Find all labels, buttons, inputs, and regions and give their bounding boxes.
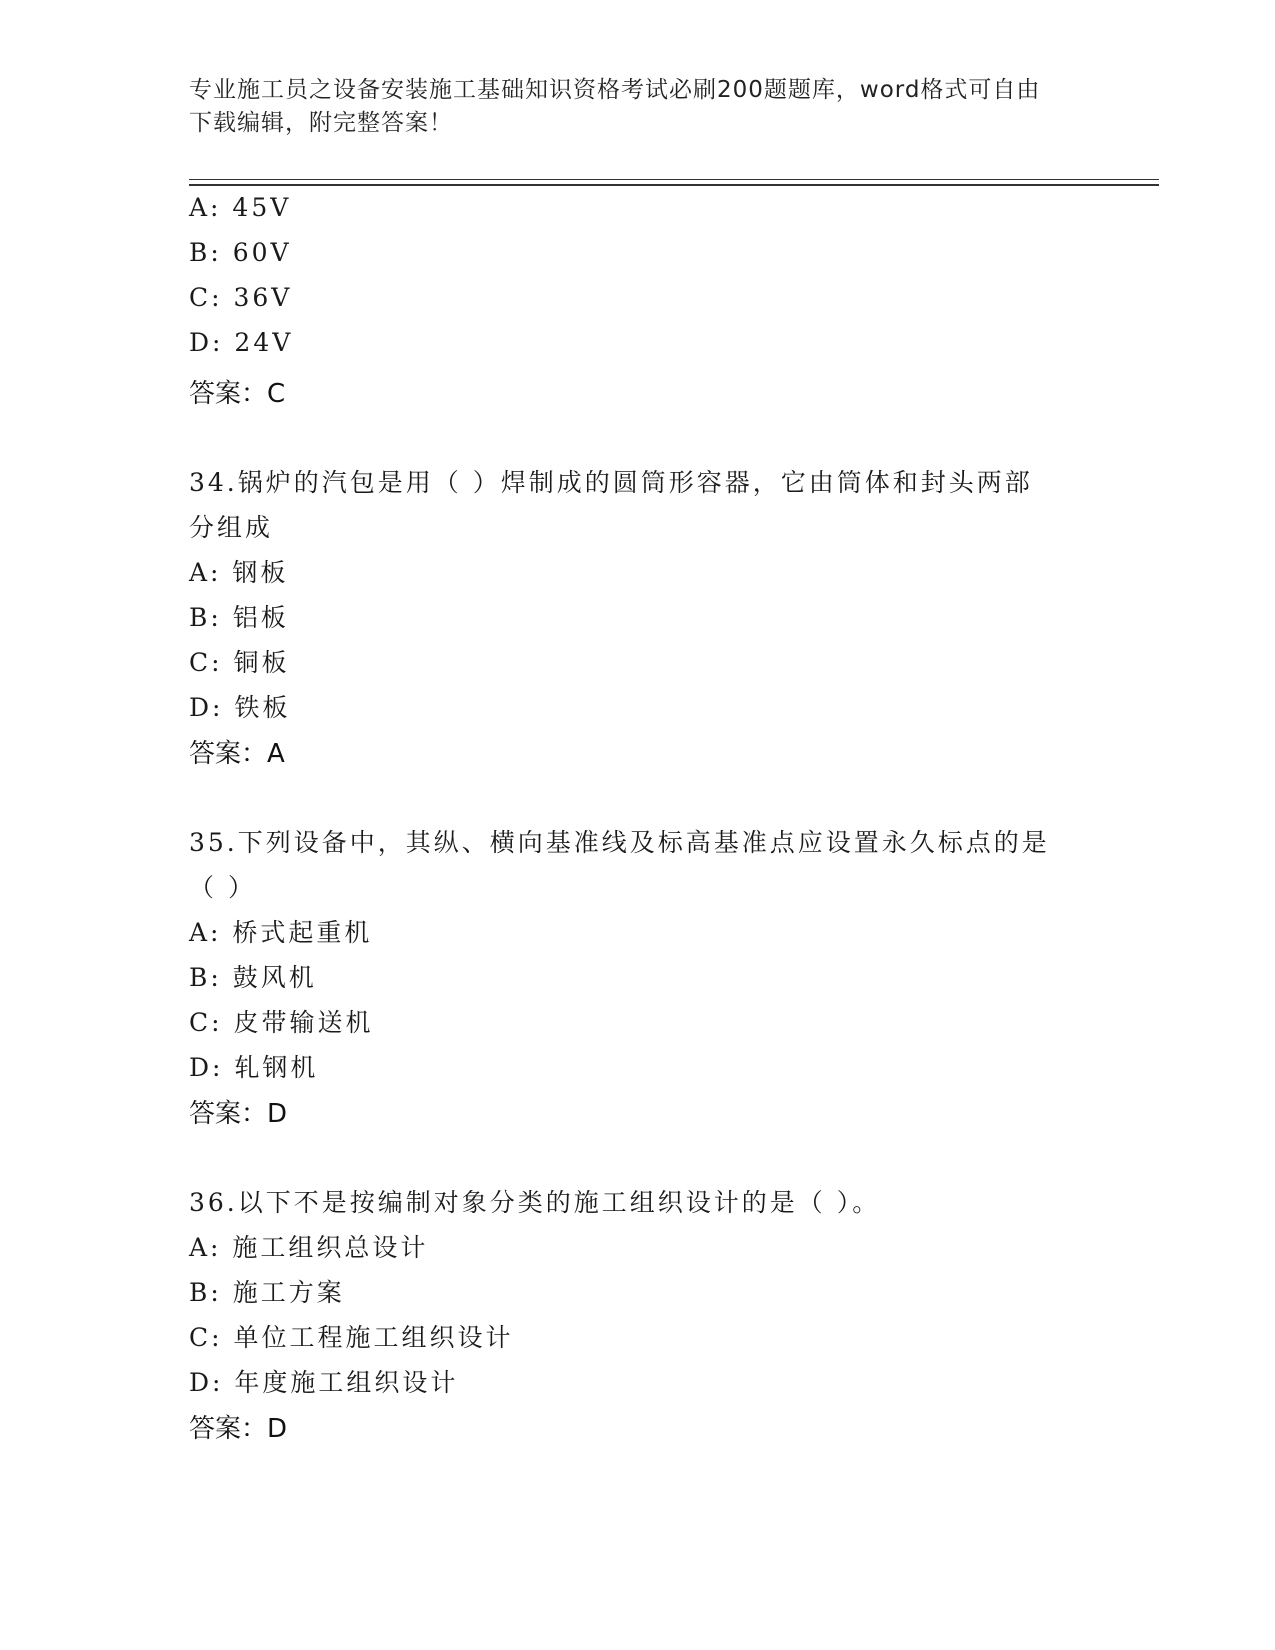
q35-stem-line-2: （ ）: [189, 873, 256, 902]
q35-option-a: A: 桥式起重机: [189, 918, 373, 947]
header-line-1: 专业施工员之设备安装施工基础知识资格考试必刷200题题库，word格式可自由: [189, 77, 1041, 103]
q34-stem-line-1: 34.锅炉的汽包是用（ ）焊制成的圆筒形容器，它由筒体和封头两部: [189, 468, 1033, 497]
q34-option-d: D: 铁板: [189, 693, 291, 722]
q35-option-b: B: 鼓风机: [189, 963, 317, 992]
q33-option-a: A: 45V: [189, 193, 292, 222]
q35-option-d: D: 轧钢机: [189, 1053, 319, 1082]
q33-option-c: C: 36V: [189, 283, 293, 312]
q33-answer: 答案：C: [189, 379, 286, 409]
q35-option-c: C: 皮带输送机: [189, 1008, 374, 1037]
q33-option-b: B: 60V: [189, 238, 292, 267]
q36-option-b: B: 施工方案: [189, 1278, 345, 1307]
q34-stem-line-2: 分组成: [189, 513, 274, 542]
document-header: [189, 74, 1089, 140]
q36-stem-line-1: 36.以下不是按编制对象分类的施工组织设计的是（ ）。: [189, 1188, 881, 1217]
q35-stem-line-1: 35.下列设备中，其纵、横向基准线及标高基准点应设置永久标点的是: [189, 828, 1050, 857]
q36-answer: 答案：D: [189, 1414, 288, 1444]
q34-option-b: B: 铝板: [189, 603, 289, 632]
header-divider-bottom: [189, 184, 1159, 186]
q34-option-a: A: 钢板: [189, 558, 289, 587]
header-line-2: 下载编辑，附完整答案！: [189, 110, 453, 136]
header-divider-top: [189, 179, 1159, 180]
q34-option-c: C: 铜板: [189, 648, 290, 677]
q34-answer: 答案：A: [189, 739, 285, 769]
q36-option-c: C: 单位工程施工组织设计: [189, 1323, 514, 1352]
q36-option-a: A: 施工组织总设计: [189, 1233, 429, 1262]
q35-answer: 答案：D: [189, 1099, 288, 1129]
q36-option-d: D: 年度施工组织设计: [189, 1368, 459, 1397]
q33-option-d: D: 24V: [189, 328, 294, 357]
